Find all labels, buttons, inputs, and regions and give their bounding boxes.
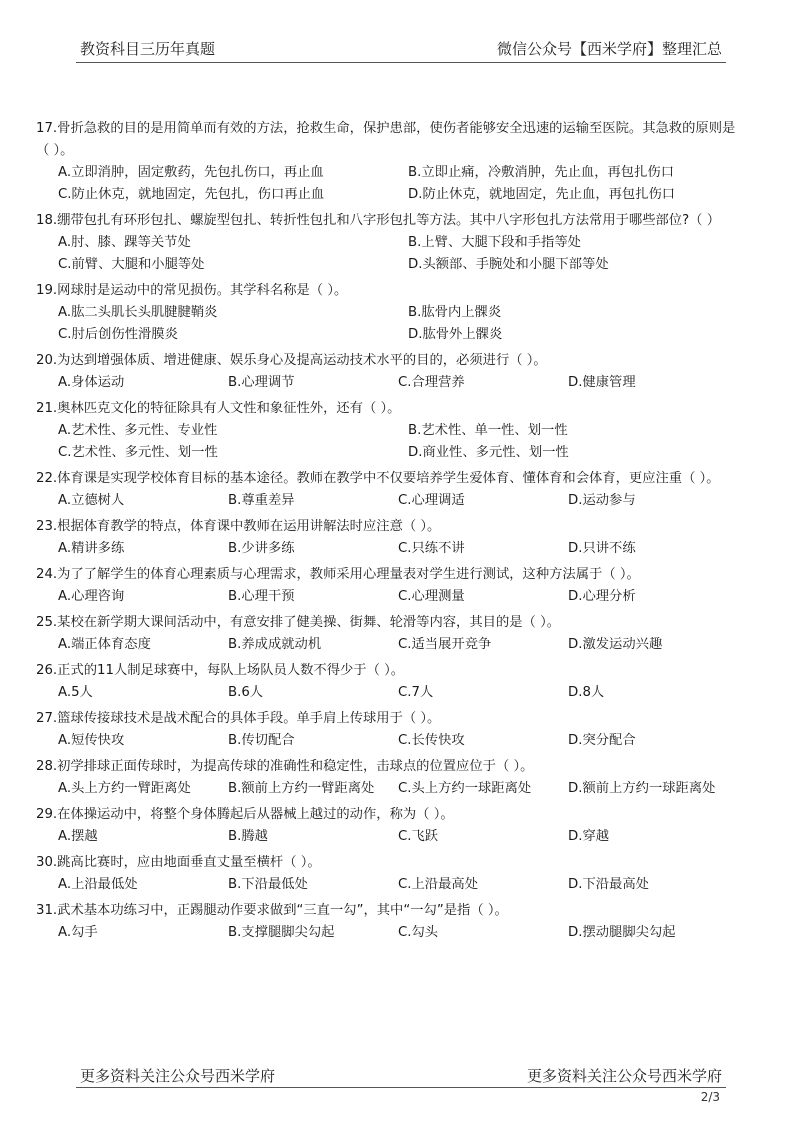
answer-option: D.8人 [568, 685, 605, 700]
answer-option: A.头上方约一臂距离处 [58, 781, 191, 796]
question-text: 正式的11人制足球赛中，每队上场队员人数不得少于（ ）。 [57, 663, 405, 678]
answer-option: C.合理营养 [398, 375, 465, 390]
question-29 [36, 804, 748, 848]
answer-option: A.肘、膝、踝等关节处 [58, 235, 191, 250]
answer-option: D.头额部、手腕处和小腿下部等处 [408, 257, 609, 272]
answer-option: D.运动参与 [568, 493, 636, 508]
answer-option: C.适当展开竞争 [398, 637, 492, 652]
answer-option: B.肱骨内上髁炎 [408, 305, 502, 320]
question-text: 绷带包扎有环形包扎、螺旋型包扎、转折性包扎和八字形包扎等方法。其中八字形包扎方法常用于哪些部位?（ ） [57, 213, 720, 228]
question-17 [36, 118, 748, 206]
question-number: 30 [36, 855, 53, 870]
answer-option: D.下沿最高处 [568, 877, 649, 892]
question-23 [36, 516, 748, 560]
question-24 [36, 564, 748, 608]
question-20 [36, 350, 748, 394]
question-19 [36, 280, 748, 346]
question-text: 在体操运动中，将整个身体腾起后从器械上越过的动作，称为（ ）。 [57, 807, 454, 822]
question-stem: 24.为了了解学生的体育心理素质与心理需求，教师采用心理量表对学生进行测试，这种方法属于（ ）。 [36, 567, 640, 582]
answer-option: B.心理干预 [228, 589, 295, 604]
question-number: 25 [36, 615, 53, 630]
answer-option: D.激发运动兴趣 [568, 637, 663, 652]
answer-option: A.摆越 [58, 829, 98, 844]
question-stem: 27.篮球传接球技术是战术配合的具体手段。单手肩上传球用于（ ）。 [36, 711, 441, 726]
page-header [80, 38, 722, 60]
question-number: 24 [36, 567, 53, 582]
header-right-source: 微信公众号【西米学府】整理汇总 [496, 40, 722, 58]
question-number: 28 [36, 759, 53, 774]
answer-option: A.短传快攻 [58, 733, 125, 748]
answer-option: B.尊重差异 [228, 493, 295, 508]
footer-left-note: 更多资料关注公众号西米学府 [80, 1067, 276, 1085]
question-stem: 28.初学排球正面传球时，为提高传球的准确性和稳定性，击球点的位置应位于（ ）。 [36, 759, 534, 774]
question-text: 为达到增强体质、增进健康、娱乐身心及提高运动技术水平的目的，必须进行（ ）。 [57, 353, 547, 368]
answer-option: B.艺术性、单一性、划一性 [408, 423, 568, 438]
answer-option: B.额前上方约一臂距离处 [228, 781, 375, 796]
footer-divider [76, 1087, 726, 1088]
answer-option: D.额前上方约一球距离处 [568, 781, 716, 796]
question-text: 初学排球正面传球时，为提高传球的准确性和稳定性，击球点的位置应位于（ ）。 [57, 759, 534, 774]
option-group [58, 490, 748, 512]
answer-option: A.5人 [58, 685, 93, 700]
answer-option: D.只讲不练 [568, 541, 636, 556]
question-text: 体育课是实现学校体育目标的基本途径。教师在教学中不仅要培养学生爱体育、懂体育和会体育，更应注重（ ）。 [57, 471, 720, 486]
question-number: 31 [36, 903, 53, 918]
question-text: 为了了解学生的体育心理素质与心理需求，教师采用心理量表对学生进行测试，这种方法属于（ ）。 [57, 567, 640, 582]
question-31 [36, 900, 748, 944]
answer-option: A.上沿最低处 [58, 877, 138, 892]
option-group [58, 682, 748, 704]
question-27 [36, 708, 748, 752]
answer-option: A.立即消肿，固定敷药，先包扎伤口，再止血 [58, 165, 324, 180]
answer-option: C.心理调适 [398, 493, 465, 508]
page-footer [80, 1065, 722, 1087]
answer-option: A.肱二头肌长头肌腱腱鞘炎 [58, 305, 218, 320]
question-number: 23 [36, 519, 53, 534]
question-number: 29 [36, 807, 53, 822]
question-stem: 29.在体操运动中，将整个身体腾起后从器械上越过的动作，称为（ ）。 [36, 807, 454, 822]
answer-option: B.少讲多练 [228, 541, 295, 556]
answer-option: C.防止休克，就地固定，先包扎，伤口再止血 [58, 187, 325, 202]
answer-option: C.心理测量 [398, 589, 465, 604]
question-stem: 25.某校在新学期大课间活动中，有意安排了健美操、街舞、轮滑等内容，其目的是（ ）。 [36, 615, 561, 630]
answer-option: C.只练不讲 [398, 541, 465, 556]
answer-option: B.上臂、大腿下段和手指等处 [408, 235, 581, 250]
answer-option: D.防止休克，就地固定，先止血，再包扎伤口 [408, 187, 676, 202]
option-group [58, 538, 748, 560]
question-stem: 31.武术基本功练习中，正踢腿动作要求做到“三直一勾”，其中“一勾”是指（ ）。 [36, 903, 508, 918]
option-group [58, 372, 748, 394]
question-26 [36, 660, 748, 704]
option-group [58, 826, 748, 848]
answer-option: D.肱骨外上髁炎 [408, 327, 503, 342]
question-21 [36, 398, 748, 464]
question-text: 跳高比赛时，应由地面垂直丈量至横杆（ ）。 [57, 855, 321, 870]
question-text: 奥林匹克文化的特征除具有人文性和象征性外，还有（ ）。 [57, 401, 401, 416]
option-group [58, 634, 748, 656]
question-number: 22 [36, 471, 53, 486]
question-number: 20 [36, 353, 53, 368]
question-number: 27 [36, 711, 53, 726]
answer-option: C.前臂、大腿和小腿等处 [58, 257, 205, 272]
question-number: 26 [36, 663, 53, 678]
question-stem: 26.正式的11人制足球赛中，每队上场队员人数不得少于（ ）。 [36, 663, 405, 678]
question-stem: 17.骨折急救的目的是用简单而有效的方法，抢救生命，保护患部，使伤者能够安全迅速的运输至医院。其急救的原则是（ ）。 [36, 121, 736, 158]
answer-option: B.立即止痛，冷敷消肿，先止血，再包扎伤口 [408, 165, 674, 180]
question-22 [36, 468, 748, 512]
question-stem: 20.为达到增强体质、增进健康、娱乐身心及提高运动技术水平的目的，必须进行（ ）。 [36, 353, 547, 368]
footer-right-note: 更多资料关注公众号西米学府 [526, 1067, 722, 1085]
answer-option: C.艺术性、多元性、划一性 [58, 445, 218, 460]
header-left-title: 教资科目三历年真题 [80, 40, 216, 58]
answer-option: A.身体运动 [58, 375, 125, 390]
answer-option: D.健康管理 [568, 375, 636, 390]
question-number: 17 [36, 121, 53, 136]
answer-option: D.摆动腿脚尖勾起 [568, 925, 676, 940]
answer-option: B.支撑腿脚尖勾起 [228, 925, 335, 940]
answer-option: A.端正体育态度 [58, 637, 151, 652]
option-group [58, 874, 748, 896]
option-group [58, 586, 748, 608]
answer-option: B.心理调节 [228, 375, 295, 390]
answer-option: C.头上方约一球距离处 [398, 781, 532, 796]
answer-option: A.心理咨询 [58, 589, 125, 604]
question-stem: 22.体育课是实现学校体育目标的基本途径。教师在教学中不仅要培养学生爱体育、懂体育和会体育，更应注重（ ）。 [36, 471, 720, 486]
question-text: 网球肘是运动中的常见损伤。其学科名称是（ ）。 [57, 283, 348, 298]
question-18 [36, 210, 748, 276]
question-number: 18 [36, 213, 53, 228]
answer-option: A.勾手 [58, 925, 98, 940]
question-stem: 30.跳高比赛时，应由地面垂直丈量至横杆（ ）。 [36, 855, 321, 870]
answer-option: A.立德树人 [58, 493, 125, 508]
question-number: 19 [36, 283, 53, 298]
answer-option: C.长传快攻 [398, 733, 465, 748]
question-stem: 21.奥林匹克文化的特征除具有人文性和象征性外，还有（ ）。 [36, 401, 401, 416]
answer-option: C.飞跃 [398, 829, 439, 844]
question-28 [36, 756, 748, 800]
answer-option: B.养成成就动机 [228, 637, 322, 652]
answer-option: C.7人 [398, 685, 434, 700]
option-group [58, 730, 748, 752]
answer-option: B.下沿最低处 [228, 877, 308, 892]
question-number: 21 [36, 401, 53, 416]
option-group [58, 778, 748, 800]
option-group [58, 302, 748, 346]
option-group [58, 232, 748, 276]
answer-option: D.心理分析 [568, 589, 636, 604]
option-group [58, 922, 748, 944]
answer-option: D.突分配合 [568, 733, 636, 748]
question-text: 根据体育教学的特点，体育课中教师在运用讲解法时应注意（ ）。 [57, 519, 441, 534]
question-stem: 19.网球肘是运动中的常见损伤。其学科名称是（ ）。 [36, 283, 348, 298]
answer-option: A.艺术性、多元性、专业性 [58, 423, 218, 438]
question-30 [36, 852, 748, 896]
answer-option: D.商业性、多元性、划一性 [408, 445, 569, 460]
option-group [58, 162, 748, 206]
question-list [36, 118, 748, 948]
answer-option: D.穿越 [568, 829, 610, 844]
answer-option: C.肘后创伤性滑膜炎 [58, 327, 178, 342]
header-divider [76, 62, 726, 63]
question-25 [36, 612, 748, 656]
answer-option: B.6人 [228, 685, 264, 700]
question-text: 骨折急救的目的是用简单而有效的方法，抢救生命，保护患部，使伤者能够安全迅速的运输至医院。其急救的原则是（ ）。 [36, 121, 736, 158]
question-text: 篮球传接球技术是战术配合的具体手段。单手肩上传球用于（ ）。 [57, 711, 441, 726]
question-text: 武术基本功练习中，正踢腿动作要求做到“三直一勾”，其中“一勾”是指（ ）。 [57, 903, 508, 918]
answer-option: B.腾越 [228, 829, 268, 844]
answer-option: C.上沿最高处 [398, 877, 478, 892]
page-number: 2/3 [700, 1090, 720, 1104]
answer-option: A.精讲多练 [58, 541, 125, 556]
answer-option: B.传切配合 [228, 733, 295, 748]
question-text: 某校在新学期大课间活动中，有意安排了健美操、街舞、轮滑等内容，其目的是（ ）。 [57, 615, 561, 630]
question-stem: 23.根据体育教学的特点，体育课中教师在运用讲解法时应注意（ ）。 [36, 519, 441, 534]
option-group [58, 420, 748, 464]
answer-option: C.勾头 [398, 925, 439, 940]
question-stem: 18.绷带包扎有环形包扎、螺旋型包扎、转折性包扎和八字形包扎等方法。其中八字形包扎方法常用于哪些部位?（ ） [36, 213, 720, 228]
